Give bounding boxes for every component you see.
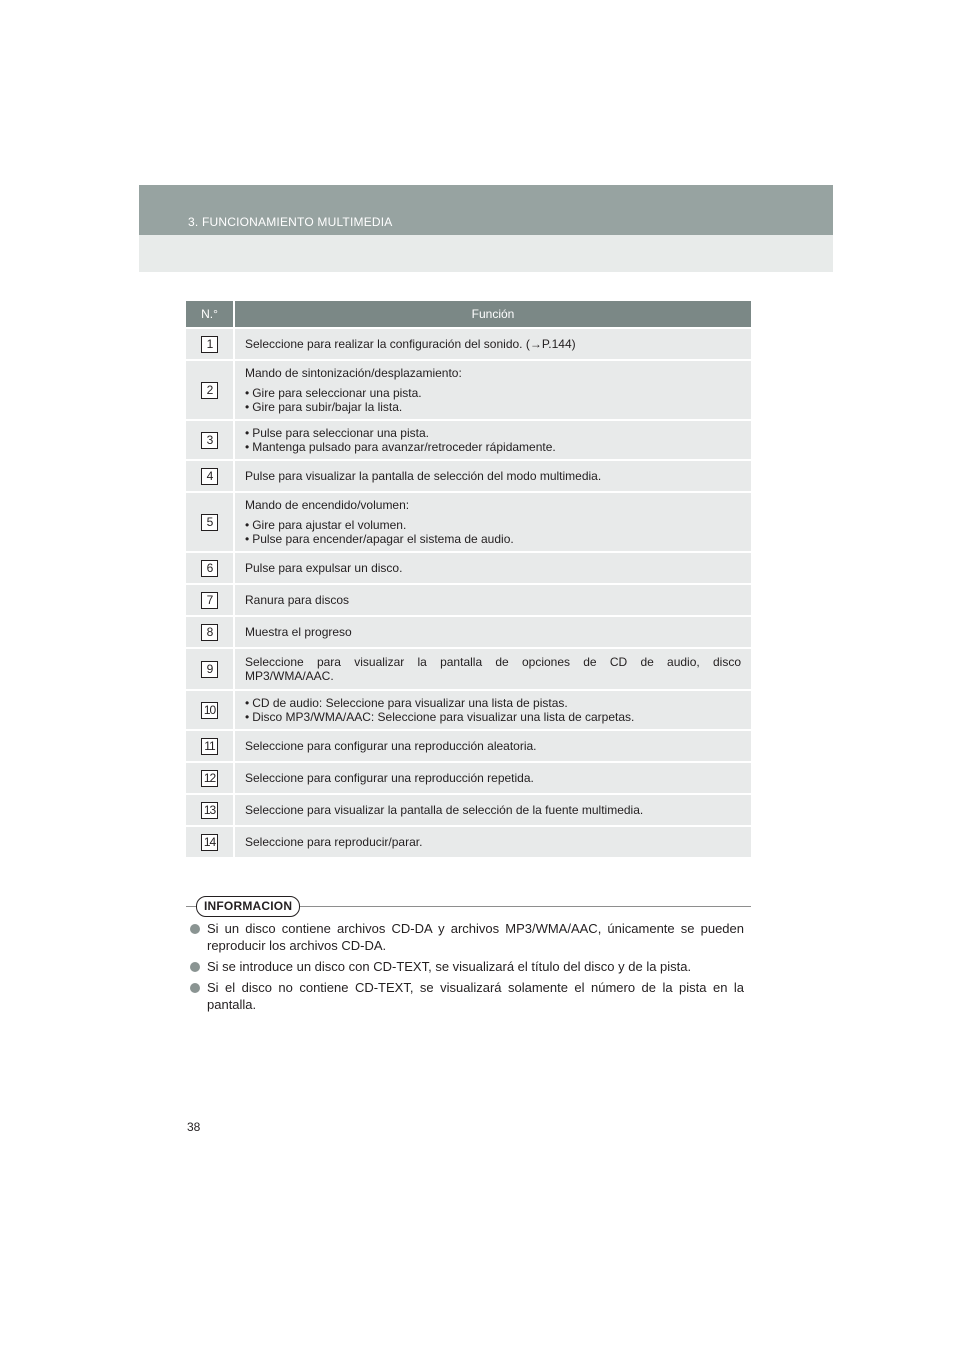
function-cell bbox=[235, 691, 751, 729]
function-text: Seleccione para realizar la configuración del sonido. (→P.144) bbox=[245, 337, 576, 351]
function-cell bbox=[235, 731, 751, 761]
info-item bbox=[190, 920, 744, 954]
number-box: 13 bbox=[201, 802, 218, 819]
function-cell bbox=[235, 421, 751, 459]
info-text: Si se introduce un disco con CD-TEXT, se visualizará el título del disco y de la pista. bbox=[207, 959, 692, 974]
row-number-cell bbox=[186, 361, 235, 419]
table-row bbox=[186, 553, 751, 583]
function-cell bbox=[235, 827, 751, 857]
bullet-icon bbox=[190, 924, 200, 934]
function-bullet: • Mantenga pulsado para avanzar/retroceder rápidamente. bbox=[245, 440, 741, 454]
number-box: 4 bbox=[201, 468, 218, 485]
row-number-cell bbox=[186, 617, 235, 647]
info-item bbox=[190, 979, 744, 1013]
info-text: Si un disco contiene archivos CD-DA y archivos MP3/WMA/AAC, únicamente se pueden reproducir los archivos CD-DA. bbox=[207, 921, 744, 953]
function-cell bbox=[235, 329, 751, 359]
bullet-icon bbox=[190, 983, 200, 993]
row-number-cell bbox=[186, 493, 235, 551]
function-text: Pulse para visualizar la pantalla de selección del modo multimedia. bbox=[245, 469, 602, 483]
function-text: Seleccione para configurar una reproducción aleatoria. bbox=[245, 739, 537, 753]
function-cell bbox=[235, 763, 751, 793]
row-number-cell bbox=[186, 795, 235, 825]
table-row bbox=[186, 731, 751, 761]
function-cell bbox=[235, 493, 751, 551]
row-number-cell bbox=[186, 649, 235, 689]
bullet-icon bbox=[190, 962, 200, 972]
column-header-number: N.° bbox=[186, 301, 235, 327]
function-bullet: • Gire para subir/bajar la lista. bbox=[245, 400, 741, 414]
function-cell bbox=[235, 553, 751, 583]
row-number-cell bbox=[186, 421, 235, 459]
number-box: 3 bbox=[201, 432, 218, 449]
number-box: 14 bbox=[201, 834, 218, 851]
function-cell bbox=[235, 361, 751, 419]
table-row bbox=[186, 461, 751, 491]
function-cell bbox=[235, 461, 751, 491]
function-cell bbox=[235, 585, 751, 615]
function-intro: Mando de encendido/volumen: bbox=[245, 498, 410, 512]
row-number-cell bbox=[186, 691, 235, 729]
function-text: Seleccione para visualizar la pantalla de selección de la fuente multimedia. bbox=[245, 803, 644, 817]
table-row bbox=[186, 795, 751, 825]
table-row bbox=[186, 691, 751, 729]
function-text: Ranura para discos bbox=[245, 593, 350, 607]
function-bullet: • Gire para ajustar el volumen. bbox=[245, 518, 741, 532]
table-body bbox=[186, 329, 751, 857]
row-number-cell bbox=[186, 731, 235, 761]
function-text: MP3/WMA/AAC. bbox=[245, 669, 334, 683]
function-bullet: • CD de audio: Seleccione para visualizar una lista de pistas. bbox=[245, 696, 741, 710]
table-row bbox=[186, 421, 751, 459]
row-number-cell bbox=[186, 763, 235, 793]
function-cell bbox=[235, 617, 751, 647]
number-box: 12 bbox=[201, 770, 218, 787]
number-box: 8 bbox=[201, 624, 218, 641]
row-number-cell bbox=[186, 553, 235, 583]
function-text: Seleccione para visualizar la pantalla de opciones de CD de audio, disco bbox=[245, 655, 741, 669]
table-row bbox=[186, 585, 751, 615]
function-cell bbox=[235, 795, 751, 825]
table-row bbox=[186, 649, 751, 689]
page-number: 38 bbox=[187, 1120, 201, 1134]
function-bullet: • Disco MP3/WMA/AAC: Seleccione para visualizar una lista de carpetas. bbox=[245, 710, 741, 724]
number-box: 9 bbox=[201, 661, 218, 678]
row-number-cell bbox=[186, 461, 235, 491]
section-header bbox=[139, 185, 833, 235]
number-box: 10 bbox=[201, 702, 218, 719]
number-box: 6 bbox=[201, 560, 218, 577]
info-text: Si el disco no contiene CD-TEXT, se visualizará solamente el número de la pista en la pantalla. bbox=[207, 980, 744, 1012]
info-badge: INFORMACION bbox=[196, 896, 300, 917]
number-box: 1 bbox=[201, 336, 218, 353]
row-number-cell bbox=[186, 585, 235, 615]
function-bullet: • Pulse para seleccionar una pista. bbox=[245, 426, 741, 440]
function-bullet: • Pulse para encender/apagar el sistema de audio. bbox=[245, 532, 741, 546]
table-row bbox=[186, 493, 751, 551]
table-row bbox=[186, 827, 751, 857]
column-header-function: Función bbox=[235, 301, 751, 327]
table-row bbox=[186, 361, 751, 419]
table-row bbox=[186, 617, 751, 647]
function-text: Seleccione para configurar una reproducción repetida. bbox=[245, 771, 534, 785]
info-item bbox=[190, 958, 744, 975]
table-header-row bbox=[186, 301, 751, 327]
number-box: 7 bbox=[201, 592, 218, 609]
row-number-cell bbox=[186, 329, 235, 359]
number-box: 2 bbox=[201, 382, 218, 399]
function-bullet: • Gire para seleccionar una pista. bbox=[245, 386, 741, 400]
function-intro: Mando de sintonización/desplazamiento: bbox=[245, 366, 462, 380]
header-band bbox=[139, 235, 833, 272]
info-list bbox=[190, 920, 744, 1017]
function-cell bbox=[235, 649, 751, 689]
section-title: 3. FUNCIONAMIENTO MULTIMEDIA bbox=[188, 215, 393, 229]
table-row bbox=[186, 329, 751, 359]
number-box: 11 bbox=[201, 738, 218, 755]
function-text: Seleccione para reproducir/parar. bbox=[245, 835, 423, 849]
number-box: 5 bbox=[201, 514, 218, 531]
table-row bbox=[186, 763, 751, 793]
function-text: Pulse para expulsar un disco. bbox=[245, 561, 403, 575]
function-table bbox=[186, 299, 751, 859]
function-text: Muestra el progreso bbox=[245, 625, 352, 639]
row-number-cell bbox=[186, 827, 235, 857]
